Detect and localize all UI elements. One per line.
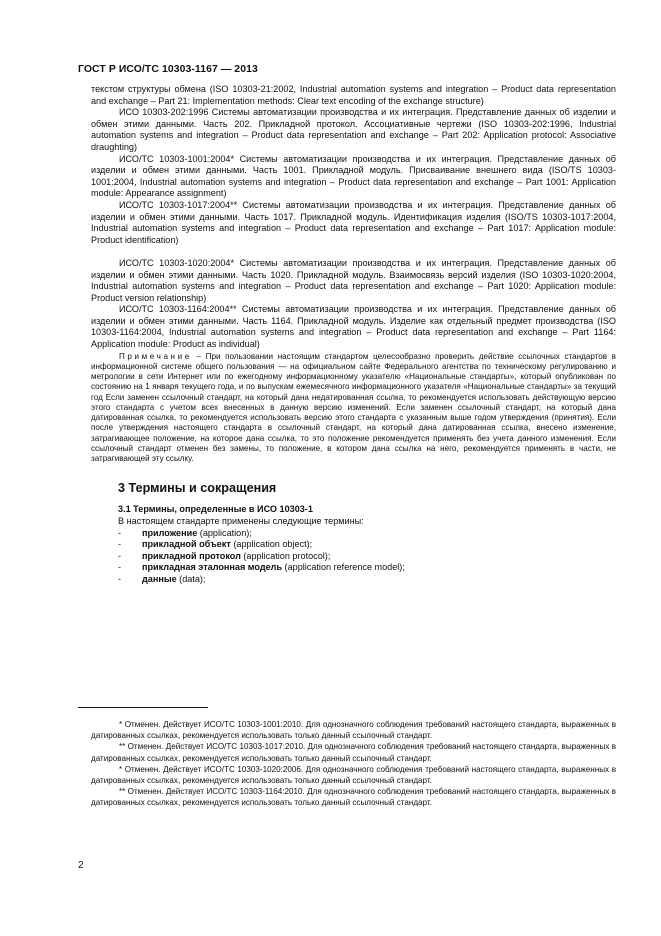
reference-item: текстом структуры обмена (ISO 10303-21:2002, Industrial automation systems and integration – Product data representation and exchange – Part 21: Implementation methods: Clear text encoding of the exchange structure) xyxy=(91,84,616,106)
term-translation: (application object); xyxy=(230,539,313,550)
reference-item: ИСО/ТС 10303-1017:2004** Системы автоматизации производства и их интеграция. Представление данных об изделии и обмен этими данными. Часть 1017. Прикладной модуль. Идентификация изделия (ISO/TS 10303-1017:2004, Industrial automation systems and integration – Product data representation and exchange – Part 1017: Application module: Product identification) xyxy=(91,199,616,245)
reference-item: ИСО/ТС 10303-1164:2004** Системы автоматизации производства и их интеграция. Представление данных об изделии и обмен этими данными. Часть 1164. Прикладной модуль. Изделие как отдельный предмет производства (ISO 10303-1164:2004, Industrial automation systems and integration – Product data representation and exchange – Part 1164: Application module: Product as individual) xyxy=(91,304,616,350)
reference-item: ИСО/ТС 10303-1020:2004* Системы автоматизации производства и их интеграция. Представление данных об изделии и обмен этими данными. Часть 1020. Прикладной модуль. Взаимосвязь версий изделия (ISO 10303-1020:2004, Industrial automation systems and integration – Product data representation and exchange – Part 1020: Application module: Product version relationship) xyxy=(91,257,616,303)
reference-item: ИСО/ТС 10303-1001:2004* Системы автоматизации производства и их интеграция. Представление данных об изделии и обмен этими данными. Часть 1001. Прикладной модуль. Присваивание внешнего вида (ISO/TS 10303-1001:2004, Industrial automation systems and integration – Product data representation and exchange – Part 1001: Application module: Appearance assignment) xyxy=(91,153,616,199)
term-bold: приложение xyxy=(142,527,198,538)
term-translation: (application); xyxy=(197,527,252,538)
footnote: ** Отменен. Действует ИСО/ТС 10303-1164:2010. Для однозначного соблюдения требований настоящего стандарта, выраженных в датированных ссылках, рекомендуется использовать только данный ссылочный стандарт. xyxy=(91,787,616,808)
term-bold: прикладная эталонная модель xyxy=(142,562,283,573)
list-dash: - xyxy=(118,550,122,561)
list-item xyxy=(91,574,616,586)
page-number: 2 xyxy=(78,860,84,871)
note-label: Примечание xyxy=(119,351,192,361)
terms-list xyxy=(91,528,616,586)
list-item xyxy=(91,562,616,574)
terms-intro: В настоящем стандарте применены следующие термины: xyxy=(118,516,364,526)
term-bold: данные xyxy=(142,573,177,584)
list-dash: - xyxy=(118,573,122,584)
list-item xyxy=(91,528,616,540)
term-translation: (application protocol); xyxy=(240,550,331,561)
term-translation: (data); xyxy=(176,573,206,584)
list-dash: - xyxy=(118,539,122,550)
list-item xyxy=(91,539,616,551)
footnote: ** Отменен. Действует ИСО/ТС 10303-1017:2010. Для однозначного соблюдения требований настоящего стандарта, выраженных в датированных ссылках, рекомендуется использовать только данный ссылочный стандарт. xyxy=(91,742,616,763)
footnote: * Отменен. Действует ИСО/ТС 10303-1001:2010. Для однозначного соблюдения требований настоящего стандарта, выраженных в датированных ссылках, рекомендуется использовать только данный ссылочный стандарт. xyxy=(91,720,616,741)
note-text: – При пользовании настоящим стандартом целесообразно проверить действие ссылочных стандартов в информационной системе общего пользования — на официальном сайте Федерального агентства по техническому регулированию и метрологии в сети Интернет или по ежегодному информационному указателю «Национальные стандарты», который опубликован по состоянию на 1 января текущего года, и по выпускам ежемесячного информационного указателя «Национальные стандарты» за текущий год Если заменен ссылочный стандарт, на который дана недатированная ссылка, то рекомендуется использовать действующую версию этого стандарта с учетом всех внесенных в данную версию изменений. Если заменен ссылочный стандарт, на который дана датированная ссылка, то рекомендуется использовать версию этого стандарта с указанным выше годом утверждения (принятия). Если после утверждения настоящего стандарта в ссылочный стандарт, на который дана датированная ссылка, внесено изменение, затрагивающее положение, на которое дана ссылка, то это положение рекомендуется применять без учета данного изменения. Если ссылочный стандарт отменен без замены, то положение, в котором дана ссылка на него, рекомендуется применять в части, не затрагивающей эту ссылку. xyxy=(91,351,616,464)
subsection-heading: 3.1 Термины, определенные в ИСО 10303-1 xyxy=(118,504,313,515)
reference-item: ИСО 10303-202:1996 Системы автоматизации производства и их интеграция. Представление данных об изделии и обмен этими данными. Часть 202. Прикладной протокол. Ассоциативные чертежи (ISO 10303-202:1996, Industrial automation systems and integration – Product data representation and exchange – Part 202: Application protocol: Associative draughting) xyxy=(91,107,616,152)
term-translation: (application reference model); xyxy=(282,562,405,573)
list-dash: - xyxy=(118,562,122,573)
document-body xyxy=(91,84,616,586)
term-bold: прикладной объект xyxy=(142,539,231,550)
footnote: * Отменен. Действует ИСО/ТС 10303-1020:2006. Для однозначного соблюдения требований настоящего стандарта, выраженных в датированных ссылках, рекомендуется использовать только данный ссылочный стандарт. xyxy=(91,764,616,786)
footnotes xyxy=(91,719,616,809)
list-item xyxy=(91,551,616,563)
footnote-separator xyxy=(78,707,208,708)
reference-note xyxy=(91,352,616,465)
list-dash: - xyxy=(118,527,122,538)
term-bold: прикладной протокол xyxy=(142,550,241,561)
running-header: ГОСТ Р ИСО/ТС 10303-1167 — 2013 xyxy=(78,64,258,75)
section-heading: 3 Термины и сокращения xyxy=(118,481,277,496)
